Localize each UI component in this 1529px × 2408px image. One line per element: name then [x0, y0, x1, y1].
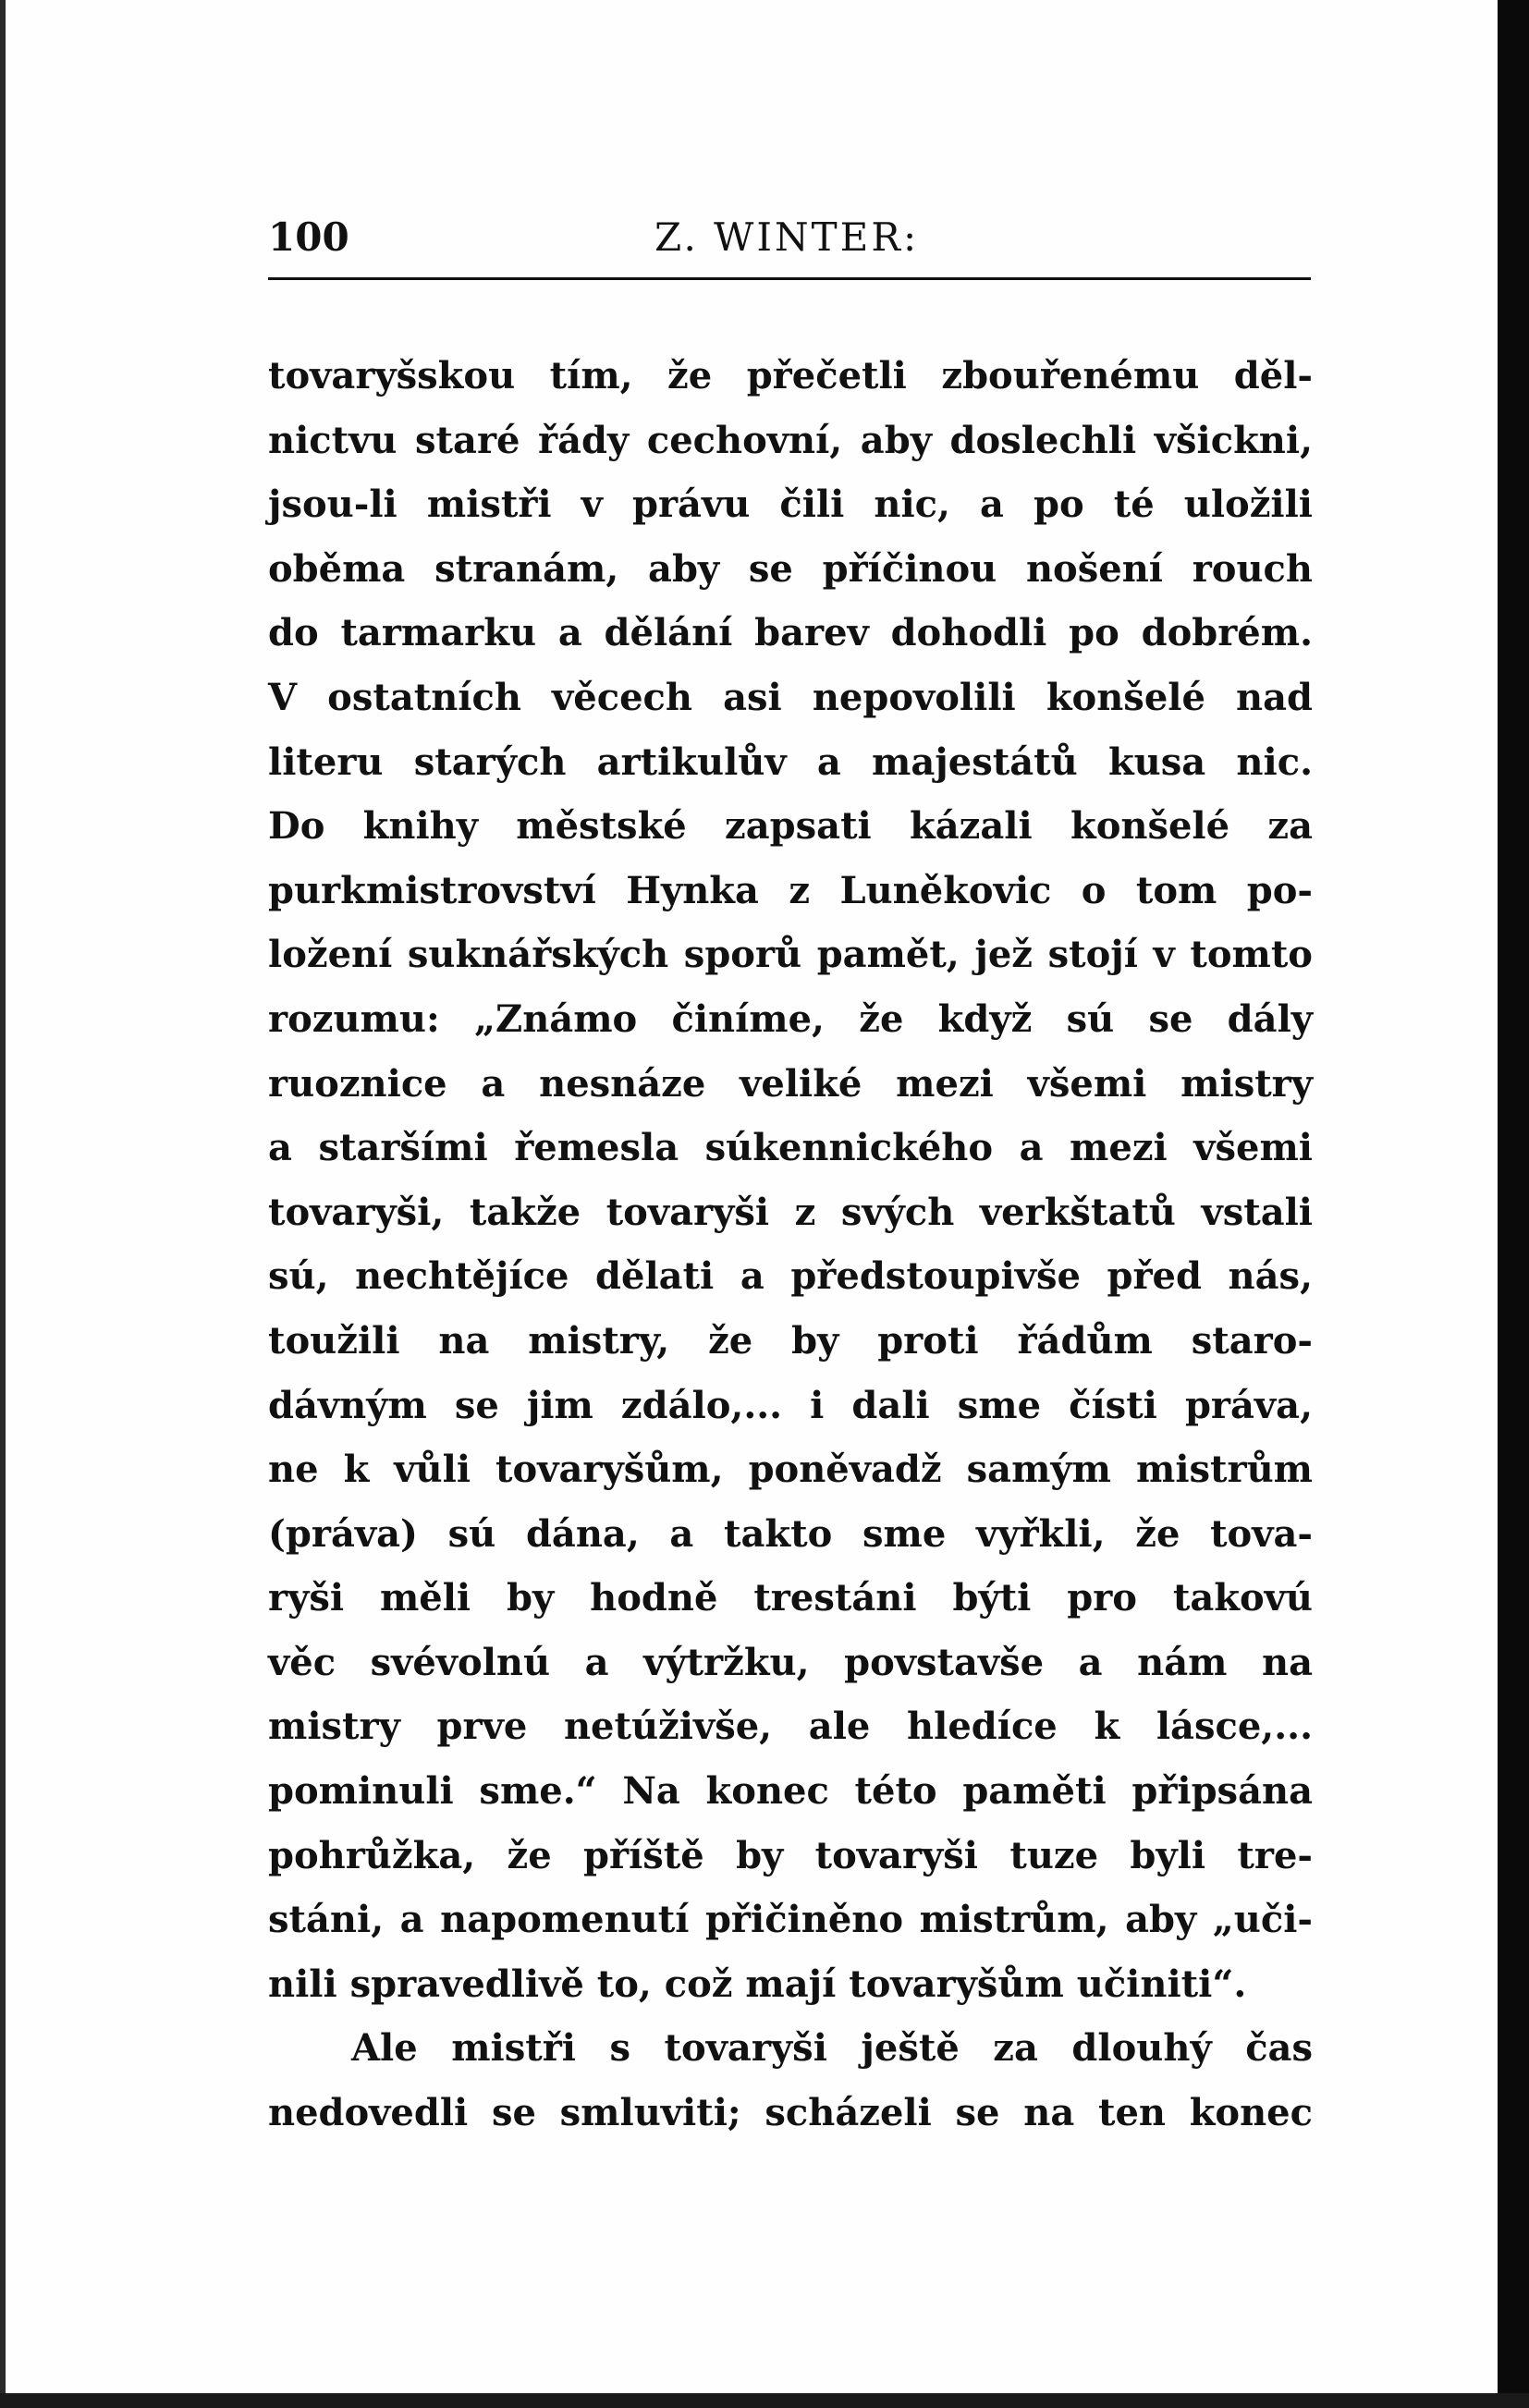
text-line: V ostatních věcech asi nepovolili konšelé nad — [268, 675, 1313, 719]
text-line: ložení suknářských sporů pamět, jež stojí v tomto — [268, 933, 1313, 977]
text-line: stáni, a napomenutí přičiněno mistrům, aby „uči- — [268, 1898, 1313, 1942]
text-line: ruoznice a nesnáze veliké mezi všemi mistry — [268, 1061, 1313, 1106]
text-line: pohrůžka, že příště by tovaryši tuze byli tre- — [268, 1833, 1313, 1877]
text-line: nili spravedlivě to, což mají tovaryšům učiniti“. — [268, 1962, 1247, 2006]
text-line: sú, nechtějíce dělati a předstoupivše před nás, — [268, 1254, 1313, 1299]
text-line: nedovedli se smluviti; scházeli se na ten konec — [268, 2091, 1313, 2135]
running-head: Z. WINTER: — [654, 214, 920, 260]
text-line: rozumu: „Známo činíme, že když sú se dály — [268, 996, 1313, 1041]
scan-edge-bottom — [0, 2393, 1529, 2408]
paragraph-2 — [268, 2016, 1313, 2145]
text-line: toužili na mistry, že by proti řádům staro- — [268, 1318, 1313, 1363]
text-line: pominuli sme.“ Na konec této paměti připsána — [268, 1769, 1313, 1814]
text-line: ryši měli by hodně trestáni býti pro takovú — [268, 1576, 1313, 1620]
page-header — [268, 214, 1311, 270]
header-rule — [268, 277, 1311, 280]
text-line: věc svévolnú a výtržku, povstavše a nám na — [268, 1640, 1313, 1684]
text-line: literu starých artikulův a majestátů kusa nic. — [268, 740, 1313, 784]
body-text — [268, 344, 1313, 2145]
text-line: dávným se jim zdálo,... i dali sme čísti práva, — [268, 1383, 1313, 1427]
text-line: tovaryšskou tím, že přečetli zbouřenému děl- — [268, 354, 1313, 397]
text-line: do tarmarku a dělání barev dohodli po dobrém. — [268, 611, 1313, 655]
text-line: Ale mistři s tovaryši ještě za dlouhý čas — [351, 2026, 1313, 2071]
text-line: Do knihy městské zapsati kázali konšelé za — [268, 804, 1313, 849]
text-line: jsou-li mistři v právu čili nic, a po té uložili — [268, 483, 1313, 527]
text-line: ne k vůli tovaryšům, poněvadž samým mistrům — [268, 1448, 1313, 1492]
text-line: (práva) sú dána, a takto sme vyřkli, že tova- — [268, 1511, 1313, 1556]
text-line: mistry prve netúživše, ale hledíce k lásce,... — [268, 1705, 1313, 1749]
paragraph-1 — [268, 344, 1313, 2016]
page-number: 100 — [268, 214, 349, 260]
text-line: purkmistrovství Hynka z Luněkovic o tom po- — [268, 868, 1313, 912]
text-line: a staršími řemesla súkennického a mezi všemi — [268, 1126, 1313, 1170]
text-line: nictvu staré řády cechovní, aby doslechli všickni, — [268, 418, 1313, 462]
scan-edge-right — [1498, 0, 1529, 2408]
text-line: tovaryši, takže tovaryši z svých verkštatů vstali — [268, 1190, 1313, 1234]
text-line: oběma stranám, aby se příčinou nošení rouch — [268, 546, 1313, 591]
